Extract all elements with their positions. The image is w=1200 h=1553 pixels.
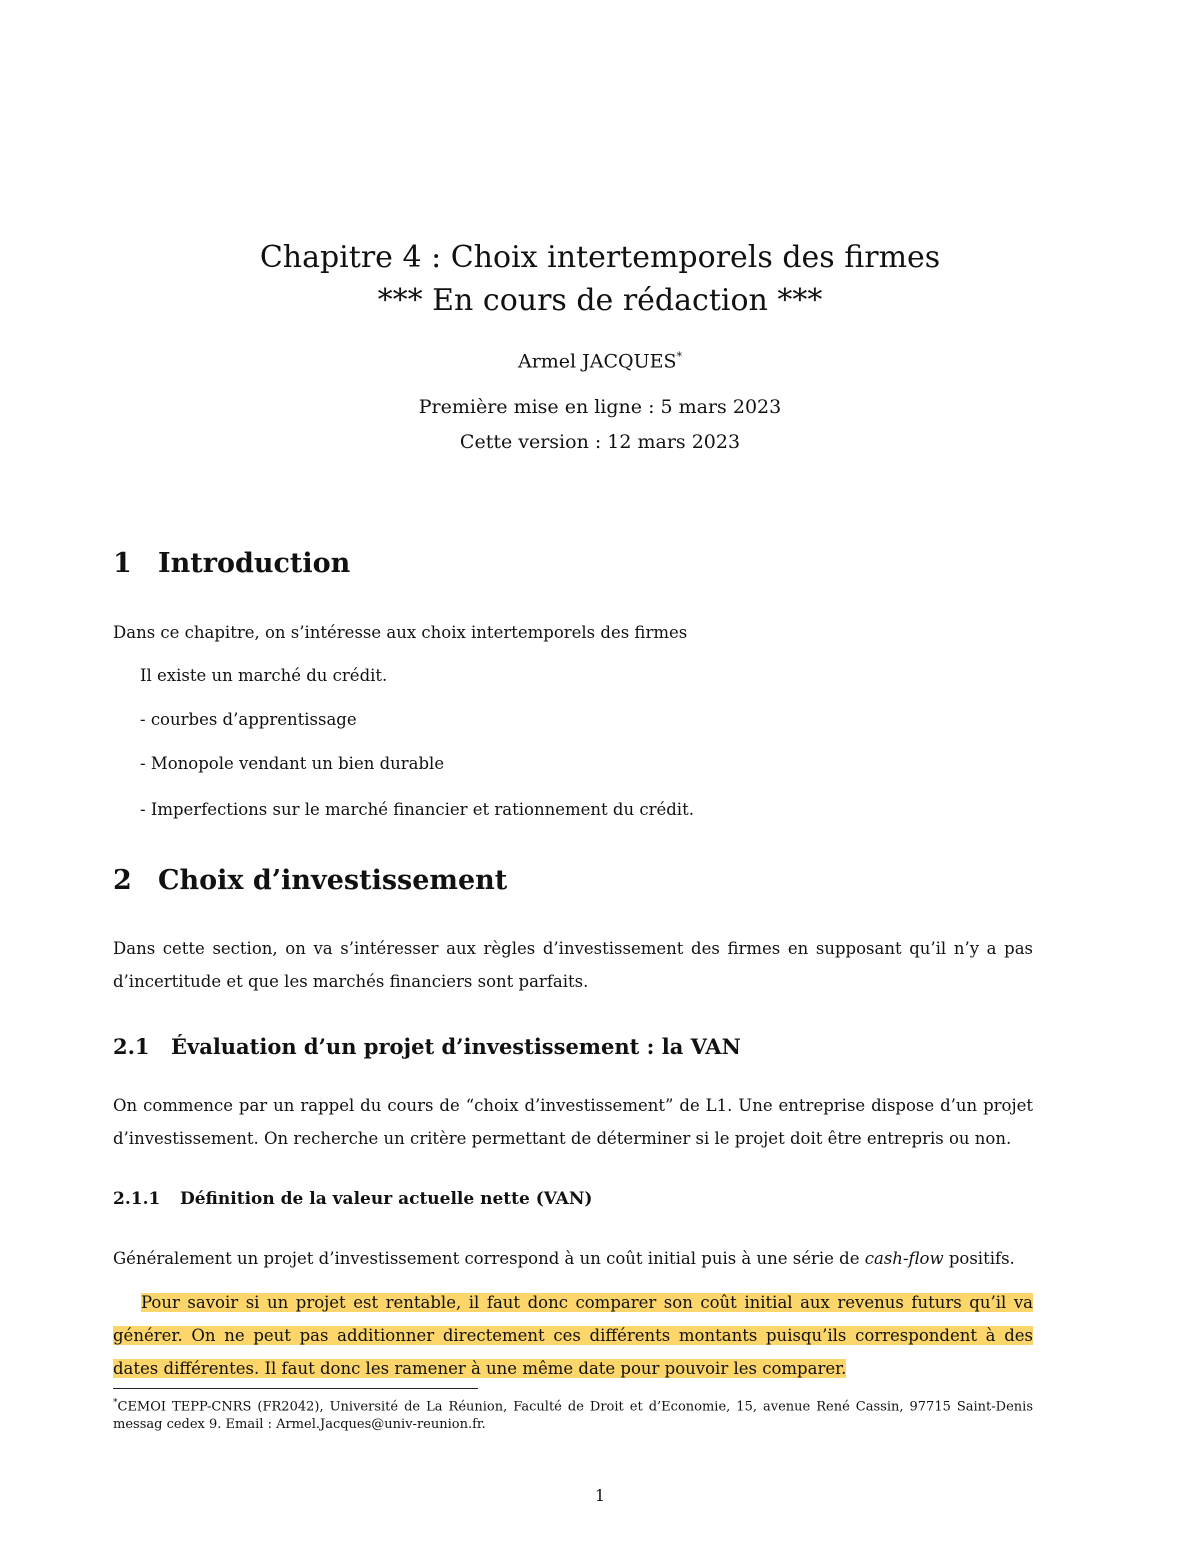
- text-run: Généralement un projet d’investissement correspond à un coût initial puis à une série de: [113, 1249, 865, 1268]
- subsubsection-title: Définition de la valeur actuelle nette (VAN): [180, 1189, 593, 1209]
- subsection-2-1-paragraph: On commence par un rappel du cours de “choix d’investissement” de L1. Une entreprise dispose d’un projet d’investissement. On recherche un critère permettant de déterminer si le projet doit être entrepris ou non.: [113, 1096, 1033, 1148]
- section-title: Choix d’investissement: [158, 865, 508, 896]
- subsection-title: Évaluation d’un projet d’investissement : la VAN: [171, 1034, 741, 1059]
- subsubsection-number: 2.1.1: [113, 1189, 161, 1209]
- section-1-paragraph: Dans ce chapitre, on s’intéresse aux choix intertemporels des firmes: [113, 623, 688, 642]
- highlighted-paragraph: [113, 1286, 1033, 1385]
- footnote: [113, 1394, 1033, 1434]
- section-1-heading: [113, 548, 350, 579]
- text-run: positifs.: [943, 1249, 1015, 1268]
- footnote-rule: [113, 1388, 478, 1389]
- intro-item: - courbes d’apprentissage: [140, 710, 357, 729]
- subsection-2-1-heading: [113, 1034, 741, 1059]
- title-line-2: *** En cours de rédaction ***: [377, 283, 823, 318]
- footnote-mark: *: [113, 1398, 118, 1408]
- section-title: Introduction: [158, 548, 351, 579]
- page-number: 1: [594, 1486, 606, 1505]
- footnote-text: CEMOI TEPP-CNRS (FR2042), Université de La Réunion, Faculté de Droit et d’Economie, 15, avenue René Cassin, 97715 Saint-Denis messag cedex 9. Email : Armel.Jacques@univ-reunion.fr.: [113, 1399, 1033, 1433]
- title-line-1: Chapitre 4 : Choix intertemporels des firmes: [259, 240, 941, 275]
- emphasis-cash-flow: cash-flow: [864, 1249, 944, 1268]
- subsubsection-2-1-1-heading: [113, 1189, 592, 1209]
- section-number: 2: [113, 865, 132, 896]
- intro-item: - Monopole vendant un bien durable: [140, 754, 445, 773]
- version-date: Cette version : 12 mars 2023: [459, 431, 741, 453]
- highlight-annotation[interactable]: Pour savoir si un projet est rentable, il faut donc comparer son coût initial aux revenus futurs qu’il va générer. On ne peut pas additionner directement ces différents montants puisqu’ils correspondent à des dates différentes. Il faut donc les ramener à une même date pour pouvoir les comparer.: [113, 1293, 1033, 1378]
- intro-item: - Imperfections sur le marché financier et rationnement du crédit.: [140, 800, 694, 819]
- subsection-number: 2.1: [113, 1034, 150, 1059]
- first-online-date: Première mise en ligne : 5 mars 2023: [418, 396, 782, 418]
- author-footnote-mark: *: [676, 350, 683, 363]
- section-2-heading: [113, 865, 507, 896]
- author: [0, 350, 1200, 372]
- intro-item: Il existe un marché du crédit.: [140, 666, 388, 685]
- subsubsection-2-1-1-paragraph: [113, 1242, 1033, 1275]
- author-name: Armel JACQUES: [517, 350, 677, 373]
- section-number: 1: [113, 548, 132, 579]
- section-2-paragraph: Dans cette section, on va s’intéresser aux règles d’investissement des firmes en supposant qu’il n’y a pas d’incertitude et que les marchés financiers sont parfaits.: [113, 939, 1033, 991]
